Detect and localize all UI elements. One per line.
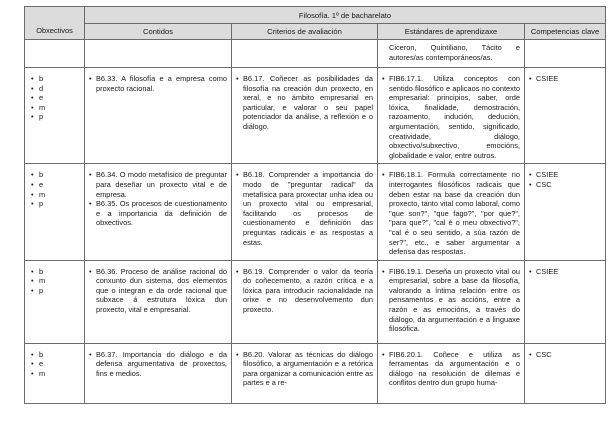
objective-item: • e (31, 179, 44, 189)
content-item: • B6.34. O modo metafísico de preguntar para deseñar un proxecto vital e de empresa. (87, 170, 227, 199)
objective-item: • e (31, 93, 44, 103)
content-item: • B6.36. Proceso de análise racional do conxunto dun sistema, dos elementos que o integran e da orde racional que subxace á estrutura lóxica dun proxecto, vital e empresarial. (87, 267, 227, 315)
criteria-cell (232, 40, 378, 68)
criterion-item: • B6.19. Comprender o valor da teoría do coñecemento, a razón crítica e a lóxica para introducir racionalidade na orixe e no desenvolvemento dun proxecto. (234, 267, 373, 315)
bullet-icon: • (31, 285, 34, 295)
objective-item: • m (31, 102, 46, 112)
objective-item: • m (31, 189, 46, 199)
header-competences: Competencias clave (525, 24, 606, 40)
table-row (25, 164, 606, 260)
competence-item: • CSIEE (527, 170, 601, 180)
table-body (25, 40, 606, 404)
content-item: • B6.37. Importancia do diálogo e da defensa argumentativa de proxectos, fins e medios. (87, 350, 227, 379)
header-objectives: Obxectivos (25, 7, 85, 40)
objective-item: • b (31, 349, 44, 359)
objective-item: • p (31, 285, 44, 295)
standards-cell (378, 40, 525, 68)
bullet-icon: • (31, 93, 34, 103)
standards-cell (378, 343, 525, 403)
competences-cell (525, 343, 606, 403)
objective-item: • b (31, 170, 44, 180)
criterion-item: • B6.18. Comprender a importancia do modo de "preguntar radical" da metafísica para proxectar unha idea ou un proxecto vital ou empresarial, facilitando os procesos de cuestionamento e definición das preguntas radicais e as respostas a estas. (234, 170, 373, 247)
bullet-icon: • (31, 368, 34, 378)
objectives-cell (25, 40, 85, 68)
bullet-icon: • (31, 83, 34, 93)
bullet-icon: • (31, 170, 34, 180)
objectives-cell (25, 343, 85, 403)
criteria-cell (232, 164, 378, 260)
standard-item: • FIB6.20.1. Coñece e utiliza as ferramentas da argumentación e o diálogo na resolución de dilemas e conflitos dentro dun grupo huma- (380, 350, 520, 388)
bullet-icon: • (31, 179, 34, 189)
objective-item: • b (31, 74, 44, 83)
objectives-cell (25, 260, 85, 343)
criterion-item: • B6.20. Valorar as técnicas do diálogo filosófico, a argumentación e a retórica para organizar a comunicación entre as partes e a re- (234, 350, 373, 388)
criteria-cell (232, 68, 378, 164)
contents-cell (85, 68, 232, 164)
criteria-cell (232, 343, 378, 403)
bullet-icon: • (31, 189, 34, 199)
standard-item: • FIB6.17.1. Utiliza conceptos con sentido filosófico e aplicaos no contexto empresarial: principios, saber, orde lóxica, finalidade, demostración, razoamento, indución, dedución, argumentación, sentido, significado, creatividade, diálogo, obxectivo/subxectivo, emocións, globalidade e valor, entre outros. (380, 74, 520, 160)
table-row (25, 68, 606, 164)
bullet-icon: • (31, 102, 34, 112)
competence-item: • CSC (527, 180, 601, 190)
criteria-cell (232, 260, 378, 343)
content-item: • B6.35. Os procesos de cuestionamento e a importancia da definición de obxectivos. (87, 199, 227, 228)
standards-cell (378, 68, 525, 164)
competence-item: • CSIEE (527, 74, 601, 84)
header-contents: Contidos (85, 24, 232, 40)
contents-cell (85, 343, 232, 403)
objective-item: • p (31, 199, 44, 209)
standards-continuation: Ciceron, Quintiliano, Tácito e autores/as contemporáneos/as. (389, 43, 520, 62)
objective-item: • m (31, 276, 46, 286)
curriculum-table (24, 6, 606, 404)
standards-cell (378, 260, 525, 343)
content-item: • B6.33. A filosofía e a empresa como proxecto racional. (87, 74, 227, 93)
objective-item: • e (31, 359, 44, 369)
table-row (25, 343, 606, 403)
bullet-icon: • (31, 74, 34, 83)
standard-item: • FIB6.18.1. Formula correctamente no interrogantes filosóficos radicais que deben estar na base da creación dun proxecto, tanto vital como laboral, como "que son?", "que fago?", "por que?", "para que?", "cal é o meu obxectivo?", "cal é o seu sentido, a súa razón de ser?", etc., e saber argumentar a defensa das respostas. (380, 170, 520, 256)
objective-item: • b (31, 266, 44, 276)
objective-item: • p (31, 112, 44, 122)
competences-cell (525, 68, 606, 164)
standards-cell (378, 164, 525, 260)
bullet-icon: • (31, 276, 34, 286)
competences-cell (525, 164, 606, 260)
contents-cell (85, 164, 232, 260)
competence-item: • CSC (527, 350, 601, 360)
bullet-icon: • (31, 199, 34, 209)
objectives-cell (25, 68, 85, 164)
bullet-icon: • (31, 349, 34, 359)
table-row (25, 40, 606, 68)
contents-cell (85, 40, 232, 68)
competences-cell (525, 260, 606, 343)
bullet-icon: • (31, 112, 34, 122)
competences-cell (525, 40, 606, 68)
objective-item: • d (31, 83, 44, 93)
criterion-item: • B6.17. Coñecer as posibilidades da filosofía na creación dun proxecto, en xeral, e no ámbito empresarial en particular, e valorar o seu papel potenciador da análise, a reflexión e o diálogo. (234, 74, 373, 132)
objectives-cell (25, 164, 85, 260)
standard-item: • FIB6.19.1. Deseña un proxecto vital ou empresarial, sobre a base da filosofía, valorando a íntima relación entre os pensamentos e as accións, entre a razón e as emocións, a través do diálogo, da argumentación e a linguaxe filosófica. (380, 267, 520, 334)
table-title: Filosofía. 1º de bacharelato (85, 7, 606, 24)
header-standards: Estándares de aprendizaxe (378, 24, 525, 40)
contents-cell (85, 260, 232, 343)
objective-item: • m (31, 368, 46, 378)
table-row (25, 260, 606, 343)
bullet-icon: • (31, 359, 34, 369)
header-criteria: Criterios de avaliación (232, 24, 378, 40)
bullet-icon: • (31, 266, 34, 276)
competence-item: • CSIEE (527, 267, 601, 277)
